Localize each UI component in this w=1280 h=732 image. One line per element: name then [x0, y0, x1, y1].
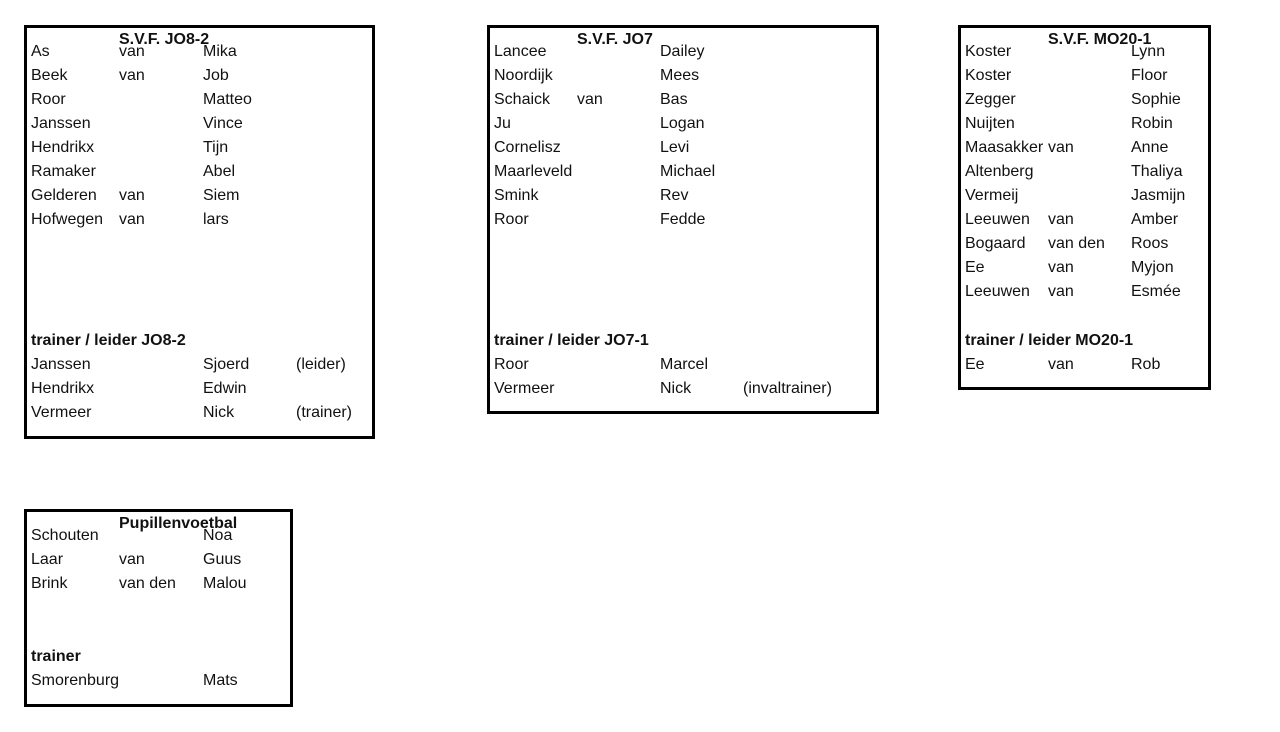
- player-first-name: Lynn: [1131, 43, 1166, 60]
- player-first-name: lars: [203, 211, 229, 228]
- player-row: [961, 256, 1208, 280]
- player-first-name: Amber: [1131, 211, 1179, 228]
- player-last-name: Ju: [494, 115, 511, 132]
- team-title: S.V.F. JO7: [577, 31, 653, 48]
- team-box-pupillenvoetbal: [24, 509, 293, 707]
- player-last-name: Smink: [494, 187, 539, 204]
- player-last-name: Koster: [965, 67, 1012, 84]
- player-row: [27, 524, 290, 548]
- player-last-name: Leeuwen: [965, 283, 1030, 300]
- player-first-name: Siem: [203, 187, 240, 204]
- player-first-name: Sophie: [1131, 91, 1181, 108]
- player-last-name: Janssen: [31, 115, 91, 132]
- player-row: [961, 112, 1208, 136]
- player-first-name: Vince: [203, 115, 243, 132]
- player-first-name: Esmée: [1131, 283, 1181, 300]
- player-row: [27, 40, 372, 64]
- staff-row: [27, 353, 372, 377]
- player-prefix-name: van: [577, 91, 603, 108]
- player-prefix-name: van: [119, 67, 145, 84]
- player-row: [27, 64, 372, 88]
- staff-row: [490, 377, 876, 401]
- player-row: [27, 112, 372, 136]
- player-last-name: Koster: [965, 43, 1012, 60]
- player-row: [490, 184, 876, 208]
- staff-last: Roor: [494, 356, 529, 373]
- player-first-name: Roos: [1131, 235, 1169, 252]
- player-first-name: Floor: [1131, 67, 1168, 84]
- player-row: [490, 112, 876, 136]
- player-row: [27, 208, 372, 232]
- player-row: [27, 136, 372, 160]
- player-last-name: Cornelisz: [494, 139, 561, 156]
- staff-row: [27, 377, 372, 401]
- staff-heading: trainer / leider MO20-1: [965, 332, 1134, 349]
- player-last-name: Maarleveld: [494, 163, 573, 180]
- player-row: [961, 88, 1208, 112]
- player-first-name: Malou: [203, 575, 247, 592]
- staff-role: (leider): [296, 356, 346, 373]
- player-last-name: Roor: [31, 91, 66, 108]
- player-last-name: Lancee: [494, 43, 547, 60]
- player-prefix-name: van: [119, 187, 145, 204]
- staff-heading: trainer: [31, 648, 81, 665]
- player-first-name: Abel: [203, 163, 236, 180]
- staff-first: Mats: [203, 672, 238, 689]
- player-first-name: Mika: [203, 43, 237, 60]
- staff-first: Nick: [660, 380, 692, 397]
- player-prefix-name: van: [1048, 211, 1074, 228]
- player-last-name: Brink: [31, 575, 68, 592]
- player-row: [961, 232, 1208, 256]
- player-last-name: Roor: [494, 211, 529, 228]
- player-prefix-name: van den: [1048, 235, 1105, 252]
- player-first-name: Levi: [660, 139, 690, 156]
- player-row: [961, 40, 1208, 64]
- player-row: [961, 184, 1208, 208]
- player-last-name: Bogaard: [965, 235, 1026, 252]
- player-last-name: Ee: [965, 259, 985, 276]
- player-last-name: Hendrikx: [31, 139, 95, 156]
- player-row: [490, 40, 876, 64]
- player-prefix-name: van: [119, 551, 145, 568]
- team-title: S.V.F. JO8-2: [119, 31, 210, 48]
- player-first-name: Myjon: [1131, 259, 1174, 276]
- player-first-name: Logan: [660, 115, 705, 132]
- player-row: [490, 88, 876, 112]
- staff-row: [961, 353, 1208, 377]
- team-box-mo20-1: [958, 25, 1211, 390]
- player-first-name: Robin: [1131, 115, 1173, 132]
- player-last-name: Maasakker: [965, 139, 1044, 156]
- player-last-name: Ramaker: [31, 163, 96, 180]
- player-row: [490, 208, 876, 232]
- player-last-name: Vermeij: [965, 187, 1019, 204]
- staff-first: Nick: [203, 404, 235, 421]
- player-first-name: Jasmijn: [1131, 187, 1186, 204]
- staff-last: Ee: [965, 356, 985, 373]
- team-box-jo7: [487, 25, 879, 414]
- staff-row: [27, 401, 372, 425]
- player-last-name: Gelderen: [31, 187, 97, 204]
- staff-first: Sjoerd: [203, 356, 250, 373]
- team-box-jo8-2: [24, 25, 375, 439]
- team-title: Pupillenvoetbal: [119, 515, 238, 532]
- staff-first: Marcel: [660, 356, 709, 373]
- player-first-name: Anne: [1131, 139, 1169, 156]
- staff-last: Vermeer: [31, 404, 92, 421]
- player-prefix-name: van: [1048, 283, 1074, 300]
- player-first-name: Michael: [660, 163, 716, 180]
- player-last-name: Schaick: [494, 91, 551, 108]
- player-last-name: Zegger: [965, 91, 1016, 108]
- staff-last: Hendrikx: [31, 380, 95, 397]
- staff-last: Smorenburg: [31, 672, 120, 689]
- player-row: [27, 88, 372, 112]
- staff-role: (trainer): [296, 404, 353, 421]
- player-prefix-name: van den: [119, 575, 176, 592]
- player-first-name: Thaliya: [1131, 163, 1183, 180]
- player-prefix-name: van: [1048, 139, 1074, 156]
- player-last-name: Laar: [31, 551, 64, 568]
- staff-last: Janssen: [31, 356, 91, 373]
- staff-first: Edwin: [203, 380, 247, 397]
- player-prefix-name: van: [119, 211, 145, 228]
- player-row: [27, 160, 372, 184]
- player-row: [961, 160, 1208, 184]
- player-first-name: Bas: [660, 91, 688, 108]
- player-last-name: As: [31, 43, 50, 60]
- player-first-name: Job: [203, 67, 229, 84]
- staff-heading: trainer / leider JO8-2: [31, 332, 186, 349]
- player-row: [27, 548, 290, 572]
- player-row: [27, 572, 290, 596]
- player-row: [961, 64, 1208, 88]
- player-first-name: Dailey: [660, 43, 705, 60]
- player-first-name: Matteo: [203, 91, 252, 108]
- player-first-name: Noa: [203, 527, 233, 544]
- player-first-name: Tijn: [203, 139, 229, 156]
- staff-heading: trainer / leider JO7-1: [494, 332, 649, 349]
- team-title: S.V.F. MO20-1: [1048, 31, 1152, 48]
- player-row: [961, 208, 1208, 232]
- player-first-name: Mees: [660, 67, 700, 84]
- player-last-name: Schouten: [31, 527, 99, 544]
- player-last-name: Leeuwen: [965, 211, 1030, 228]
- player-row: [490, 64, 876, 88]
- player-last-name: Hofwegen: [31, 211, 104, 228]
- player-last-name: Beek: [31, 67, 68, 84]
- player-last-name: Altenberg: [965, 163, 1034, 180]
- player-row: [961, 136, 1208, 160]
- player-prefix-name: van: [119, 43, 145, 60]
- player-prefix-name: van: [1048, 259, 1074, 276]
- staff-row: [490, 353, 876, 377]
- player-first-name: Rev: [660, 187, 689, 204]
- player-row: [490, 160, 876, 184]
- staff-last: Vermeer: [494, 380, 555, 397]
- player-last-name: Noordijk: [494, 67, 553, 84]
- player-last-name: Nuijten: [965, 115, 1015, 132]
- player-first-name: Fedde: [660, 211, 706, 228]
- player-row: [490, 136, 876, 160]
- player-first-name: Guus: [203, 551, 242, 568]
- staff-role: (invaltrainer): [743, 380, 832, 397]
- staff-first: Rob: [1131, 356, 1161, 373]
- player-row: [27, 184, 372, 208]
- staff-row: [27, 669, 290, 693]
- player-row: [961, 280, 1208, 304]
- staff-prefix: van: [1048, 356, 1074, 373]
